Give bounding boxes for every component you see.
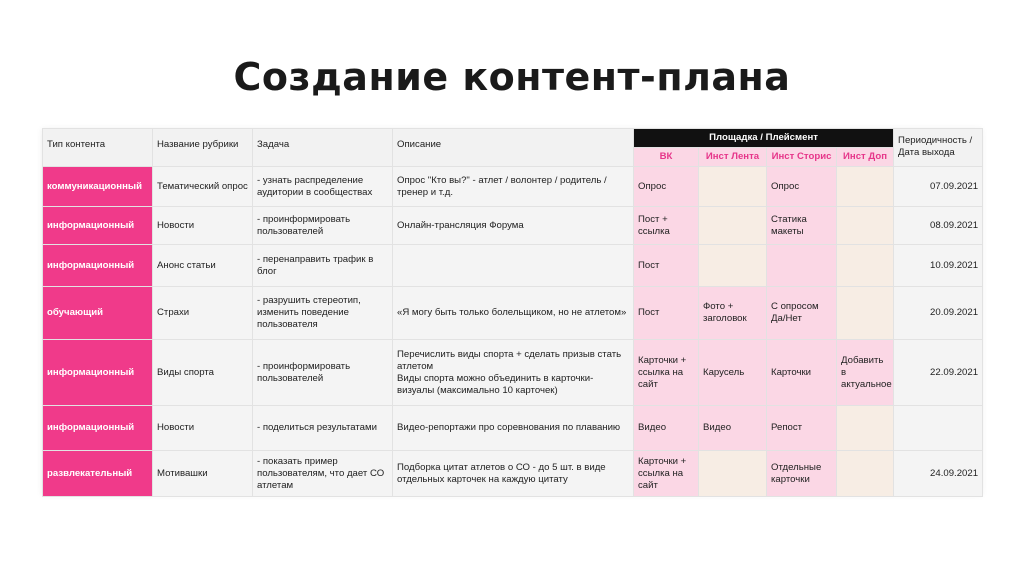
insta-extra-cell <box>837 287 894 340</box>
description-cell: Подборка цитат атлетов о СО - до 5 шт. в виде отдельных карточек на каждую цитату <box>393 451 634 497</box>
description-cell <box>393 245 634 287</box>
table-row <box>43 167 983 207</box>
type-cell: информационный <box>43 406 153 451</box>
header-task: Задача <box>253 129 393 167</box>
description-cell: Перечислить виды спорта + сделать призыв стать атлетом Виды спорта можно объединить в карточки-визуалы (максимально 10 карточек) <box>393 340 634 406</box>
date-cell: 07.09.2021 <box>894 167 983 207</box>
insta-feed-cell: Карусель <box>699 340 767 406</box>
table-row <box>43 287 983 340</box>
rubric-cell: Анонс статьи <box>153 245 253 287</box>
task-cell: - показать пример пользователям, что дает СО атлетам <box>253 451 393 497</box>
description-cell: «Я могу быть только болельщиком, но не атлетом» <box>393 287 634 340</box>
header-type: Тип контента <box>43 129 153 167</box>
date-cell: 24.09.2021 <box>894 451 983 497</box>
rubric-cell: Мотивашки <box>153 451 253 497</box>
date-cell <box>894 406 983 451</box>
insta-extra-cell <box>837 207 894 245</box>
table-row <box>43 207 983 245</box>
table-row <box>43 406 983 451</box>
task-cell: - узнать распределение аудитории в сообществах <box>253 167 393 207</box>
description-cell: Онлайн-трансляция Форума <box>393 207 634 245</box>
header-platform: Площадка / Плейсмент <box>634 129 894 148</box>
date-cell: 20.09.2021 <box>894 287 983 340</box>
header-description: Описание <box>393 129 634 167</box>
insta-stories-cell: Статика макеты <box>767 207 837 245</box>
insta-extra-cell <box>837 406 894 451</box>
task-cell: - поделиться результатами <box>253 406 393 451</box>
header-period: Периодичность / Дата выхода <box>894 129 983 167</box>
table-row <box>43 245 983 287</box>
vk-cell: Опрос <box>634 167 699 207</box>
vk-cell: Карточки + ссылка на сайт <box>634 451 699 497</box>
date-cell: 10.09.2021 <box>894 245 983 287</box>
table-row <box>43 451 983 497</box>
page-title: Создание контент-плана <box>233 55 791 99</box>
table-row <box>43 340 983 406</box>
type-cell: информационный <box>43 245 153 287</box>
header-vk: ВК <box>634 148 699 167</box>
insta-extra-cell <box>837 451 894 497</box>
content-plan-table <box>42 128 983 497</box>
header-insta-extra: Инст Доп <box>837 148 894 167</box>
vk-cell: Карточки + ссылка на сайт <box>634 340 699 406</box>
type-cell: развлекательный <box>43 451 153 497</box>
task-cell: - перенаправить трафик в блог <box>253 245 393 287</box>
vk-cell: Видео <box>634 406 699 451</box>
insta-extra-cell <box>837 245 894 287</box>
rubric-cell: Страхи <box>153 287 253 340</box>
rubric-cell: Новости <box>153 406 253 451</box>
insta-stories-cell: Карточки <box>767 340 837 406</box>
insta-extra-cell: Добавить в актуальное <box>837 340 894 406</box>
task-cell: - разрушить стереотип, изменить поведение пользователя <box>253 287 393 340</box>
insta-feed-cell: Видео <box>699 406 767 451</box>
insta-stories-cell: Опрос <box>767 167 837 207</box>
date-cell: 08.09.2021 <box>894 207 983 245</box>
rubric-cell: Новости <box>153 207 253 245</box>
insta-stories-cell: С опросом Да/Нет <box>767 287 837 340</box>
type-cell: обучающий <box>43 287 153 340</box>
description-cell: Видео-репортажи про соревнования по плаванию <box>393 406 634 451</box>
insta-stories-cell: Репост <box>767 406 837 451</box>
task-cell: - проинформировать пользователей <box>253 340 393 406</box>
insta-feed-cell <box>699 167 767 207</box>
insta-feed-cell <box>699 245 767 287</box>
task-cell: - проинформировать пользователей <box>253 207 393 245</box>
description-cell: Опрос "Кто вы?" - атлет / волонтер / родитель / тренер и т.д. <box>393 167 634 207</box>
vk-cell: Пост + ссылка <box>634 207 699 245</box>
insta-extra-cell <box>837 167 894 207</box>
insta-stories-cell: Отдельные карточки <box>767 451 837 497</box>
insta-feed-cell: Фото + заголовок <box>699 287 767 340</box>
type-cell: коммуникационный <box>43 167 153 207</box>
date-cell: 22.09.2021 <box>894 340 983 406</box>
rubric-cell: Виды спорта <box>153 340 253 406</box>
insta-feed-cell <box>699 207 767 245</box>
vk-cell: Пост <box>634 287 699 340</box>
header-rubric: Название рубрики <box>153 129 253 167</box>
header-insta-stories: Инст Сторис <box>767 148 837 167</box>
vk-cell: Пост <box>634 245 699 287</box>
header-insta-feed: Инст Лента <box>699 148 767 167</box>
rubric-cell: Тематический опрос <box>153 167 253 207</box>
insta-feed-cell <box>699 451 767 497</box>
insta-stories-cell <box>767 245 837 287</box>
type-cell: информационный <box>43 340 153 406</box>
type-cell: информационный <box>43 207 153 245</box>
